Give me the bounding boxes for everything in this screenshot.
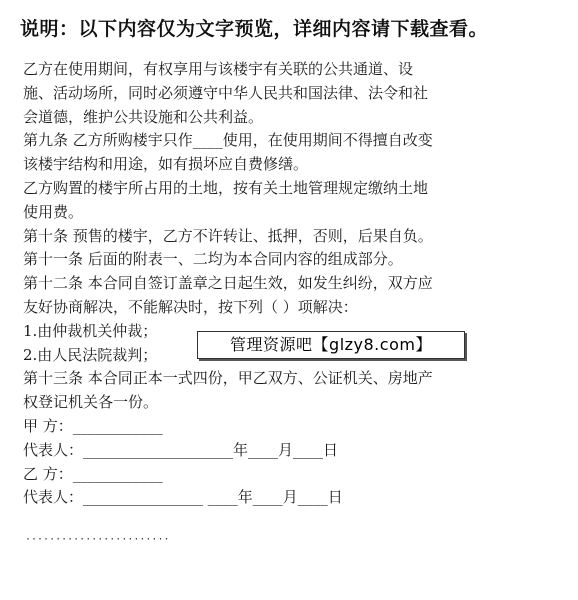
preview-notice-heading: 说明：以下内容仅为文字预览，详细内容请下载查看。 <box>20 18 489 40</box>
text-line: 该楼宇结构和用途，如有损坏应自费修缮。 <box>23 155 309 174</box>
representative-b-line: 代表人：________________ ____年____月____日 <box>23 488 343 507</box>
text-line: 使用费。 <box>23 202 84 221</box>
option-1: 1.由仲裁机关仲裁； <box>23 321 158 340</box>
clause-10: 第十条 预售的楼宇，乙方不许转让、抵押，否则，后果自负。 <box>23 226 433 245</box>
watermark-banner: 管理资源吧【glzy8.com】 <box>197 331 465 359</box>
clause-9: 第九条 乙方所购楼宇只作____使用，在使用期间不得擅自改变 <box>23 131 433 150</box>
text-line: 施、活动场所，同时必须遵守中华人民共和国法律、法令和社 <box>23 83 429 102</box>
truncation-ellipsis: ························ <box>25 534 170 545</box>
party-b-line: 乙 方：____________ <box>23 464 163 483</box>
clause-12: 第十二条 本合同自签订盖章之日起生效，如发生纠纷，双方应 <box>23 274 433 293</box>
text-line: 友好协商解决，不能解决时，按下列（ ）项解决： <box>23 297 358 316</box>
clause-13: 第十三条 本合同正本一式四份，甲乙双方、公证机关、房地产 <box>23 369 433 388</box>
contract-text <box>23 58 563 510</box>
text-line: 会道德，维护公共设施和公共利益。 <box>23 107 264 126</box>
text-line: 乙方购置的楼宇所占用的土地，按有关土地管理规定缴纳土地 <box>23 178 429 197</box>
text-line: 乙方在使用期间，有权享用与该楼宇有关联的公共通道、设 <box>23 60 414 78</box>
text-line: 权登记机关各一份。 <box>23 393 159 412</box>
representative-a-line: 代表人：____________________年____月____日 <box>23 440 339 459</box>
party-a-line: 甲 方：____________ <box>23 416 163 435</box>
option-2: 2.由人民法院裁判； <box>23 345 158 364</box>
clause-11: 第十一条 后面的附表一、二均为本合同内容的组成部分。 <box>23 250 403 269</box>
